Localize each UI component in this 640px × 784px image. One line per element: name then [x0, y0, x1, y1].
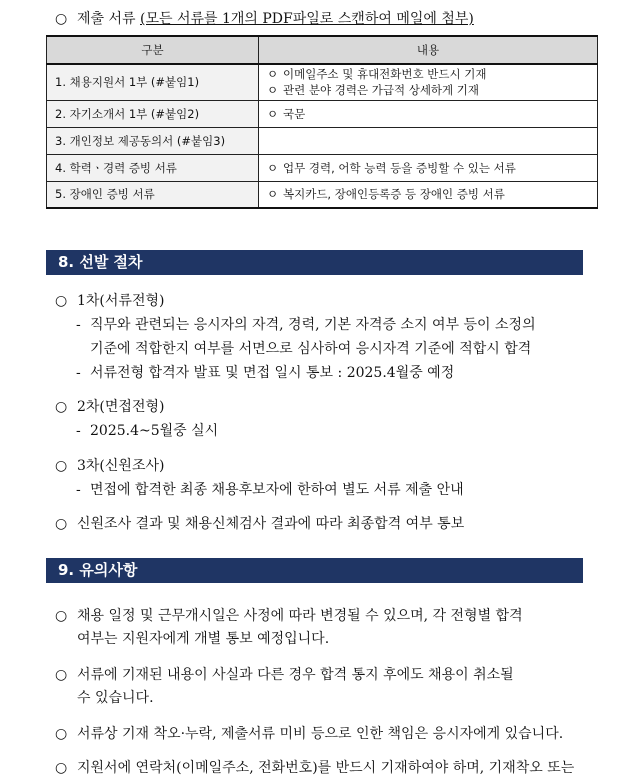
content-item: ㅇ 이메일주소 및 휴대전화번호 반드시 기재 [267, 67, 487, 82]
table-row [47, 154, 598, 181]
documents-table [46, 35, 598, 209]
row-content [259, 154, 598, 181]
content-item: ㅇ 관련 분야 경력은 가급적 상세하게 기재 [267, 83, 480, 98]
submission-note: (모든 서류를 1개의 PDF파일로 스캔하여 메일에 첨부) [140, 11, 474, 27]
row-label: 4. 학력ㆍ경력 증빙 서류 [47, 154, 259, 181]
row-label: 5. 장애인 증빙 서류 [47, 181, 259, 208]
row-content [259, 100, 598, 127]
list-item: ○ 서류상 기재 착오·누락, 제출서류 미비 등으로 인한 책임은 응시자에게 있습니다. [55, 726, 564, 742]
list-item: - 면접에 합격한 최종 채용후보자에 한하여 별도 서류 제출 안내 [76, 482, 464, 498]
list-item: ○ 채용 일정 및 근무개시일은 사정에 따라 변경될 수 있으며, 각 전형별 합격 [55, 608, 523, 624]
list-item: - 직무와 관련되는 응시자의 자격, 경력, 기본 자격증 소지 여부 등이 소정의 [76, 317, 536, 333]
list-item: 수 있습니다. [77, 690, 154, 706]
row-content [259, 181, 598, 208]
table-row [47, 64, 598, 100]
table-row [47, 127, 598, 154]
bullet-circle: ○ [55, 11, 68, 27]
list-item: 여부는 지원자에게 개별 통보 예정입니다. [77, 631, 330, 647]
list-item: ○ 1차(서류전형) [55, 293, 165, 309]
table-header-row [47, 36, 598, 64]
row-label: 3. 개인정보 제공동의서 (#붙임3) [47, 127, 259, 154]
row-label: 1. 채용지원서 1부 (#붙임1) [47, 64, 259, 100]
list-item: ○ 서류에 기재된 내용이 사실과 다른 경우 합격 통지 후에도 채용이 취소될 [55, 667, 514, 683]
section-9-header: 9. 유의사항 [46, 558, 583, 583]
section-8-header: 8. 선발 절차 [46, 250, 583, 275]
content-item: ㅇ 업무 경력, 어학 능력 등을 증빙할 수 있는 서류 [267, 160, 516, 175]
table-row [47, 100, 598, 127]
table-row [47, 181, 598, 208]
row-content [259, 64, 598, 100]
header-content: 내용 [259, 36, 598, 64]
submission-intro [55, 8, 474, 28]
header-category: 구분 [47, 36, 259, 64]
list-item: ○ 신원조사 결과 및 채용신체검사 결과에 따라 최종합격 여부 통보 [55, 516, 465, 532]
row-label: 2. 자기소개서 1부 (#붙임2) [47, 100, 259, 127]
list-item: ○ 지원서에 연락처(이메일주소, 전화번호)를 반드시 기재하여야 하며, 기재착오 또는 [55, 760, 575, 776]
list-item: - 2025.4~5월중 실시 [76, 423, 219, 439]
row-content [259, 127, 598, 154]
list-item: - 서류전형 합격자 발표 및 면접 일시 통보 : 2025.4월중 예정 [76, 365, 455, 381]
content-item: ㅇ 복지카드, 장애인등록증 등 장애인 증빙 서류 [267, 187, 505, 202]
content-item: ㅇ 국문 [267, 106, 306, 121]
list-item: ○ 3차(신원조사) [55, 458, 165, 474]
submission-lead: 제출 서류 [77, 11, 136, 27]
list-item: ○ 2차(면접전형) [55, 399, 165, 415]
list-item: 기준에 적합한지 여부를 서면으로 심사하여 응시자격 기준에 적합시 합격 [90, 341, 532, 357]
